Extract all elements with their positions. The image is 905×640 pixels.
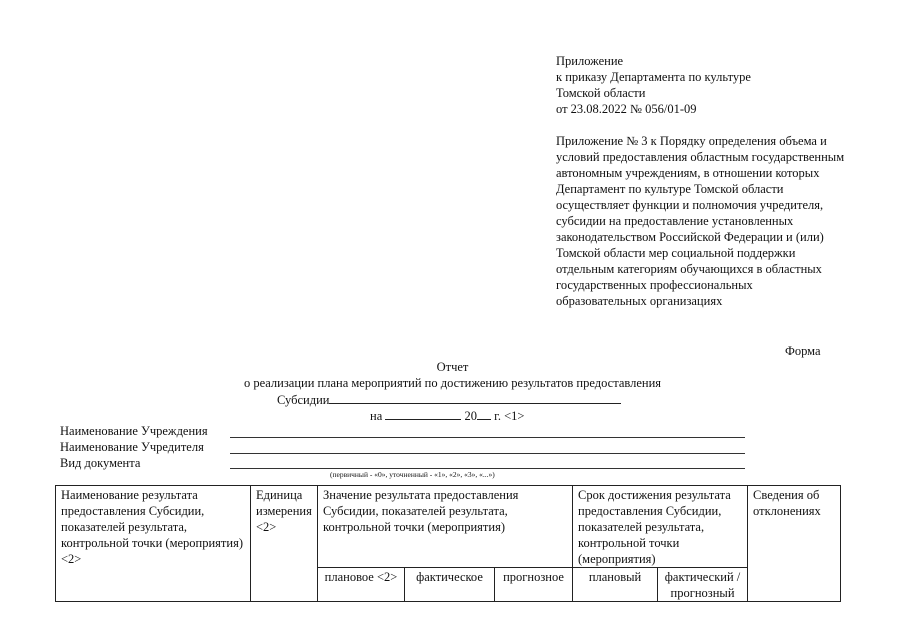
appendix-description: Приложение № 3 к Порядку определения объема и условий предоставления областным государственным автономным учреждениям, в отношении которых Департамент по культуре Томской области осуществляет функции и полномочия учредителя, субсидии на предоставление установленных законодательством Российской Федерации и (или) Томской области мер социальной поддержки отдельным категориям обучающихся в областных государственных профессиональных образовательных организациях [556,134,845,308]
doc-type-field[interactable] [230,468,745,469]
appendix-header-line: Приложение [556,54,624,68]
appendix-header [556,53,876,117]
institution-field[interactable] [230,437,745,438]
doc-type-label: Вид документа [60,456,141,470]
header-deviation: Сведения об отклонениях [748,486,841,602]
header-result-name: Наименование результата предоставления Субсидии, показателей результата, контрольной точки (мероприятия) <2> [56,486,251,602]
header-value: Значение результата предоставления Субсидии, показателей результата, контрольной точки (мероприятия) [318,486,573,568]
appendix-header-line: к приказу Департамента по культуре [556,70,751,84]
date-suffix: г. <1> [494,409,525,423]
doc-type-hint: (первичный - «0», уточненный - «1», «2», «3», «...») [330,470,495,479]
subheader-plan-date: плановый [573,568,658,602]
table-header-row [56,486,841,568]
subheader-planned: плановое <2> [318,568,405,602]
founder-label: Наименование Учредителя [60,440,204,454]
date-year-field[interactable] [477,406,491,420]
header-deadline: Срок достижения результата предоставления Субсидии, показателей результата, контрольной точки (мероприятия) [573,486,748,568]
appendix-header-line: Томской области [556,86,646,100]
date-year: 20 [464,409,477,423]
report-table [55,485,841,602]
report-subtitle: о реализации плана мероприятий по достижению результатов предоставления [243,376,662,390]
subheader-forecast: прогнозное [495,568,573,602]
report-title: Отчет [436,360,469,374]
institution-label: Наименование Учреждения [60,424,208,438]
subsidy-label: Субсидии [277,393,330,407]
date-prefix: на [370,409,383,423]
form-label: Форма [785,344,821,358]
report-date-line [370,406,524,424]
header-unit: Единица измерения <2> [251,486,318,602]
subsidy-name-field[interactable] [329,390,621,404]
founder-field[interactable] [230,453,745,454]
date-day-month-field[interactable] [385,406,461,420]
subheader-actual: фактическое [405,568,495,602]
appendix-header-line: от 23.08.2022 № 056/01-09 [556,102,697,116]
subheader-actual-forecast-date: фактический / прогнозный [658,568,748,602]
